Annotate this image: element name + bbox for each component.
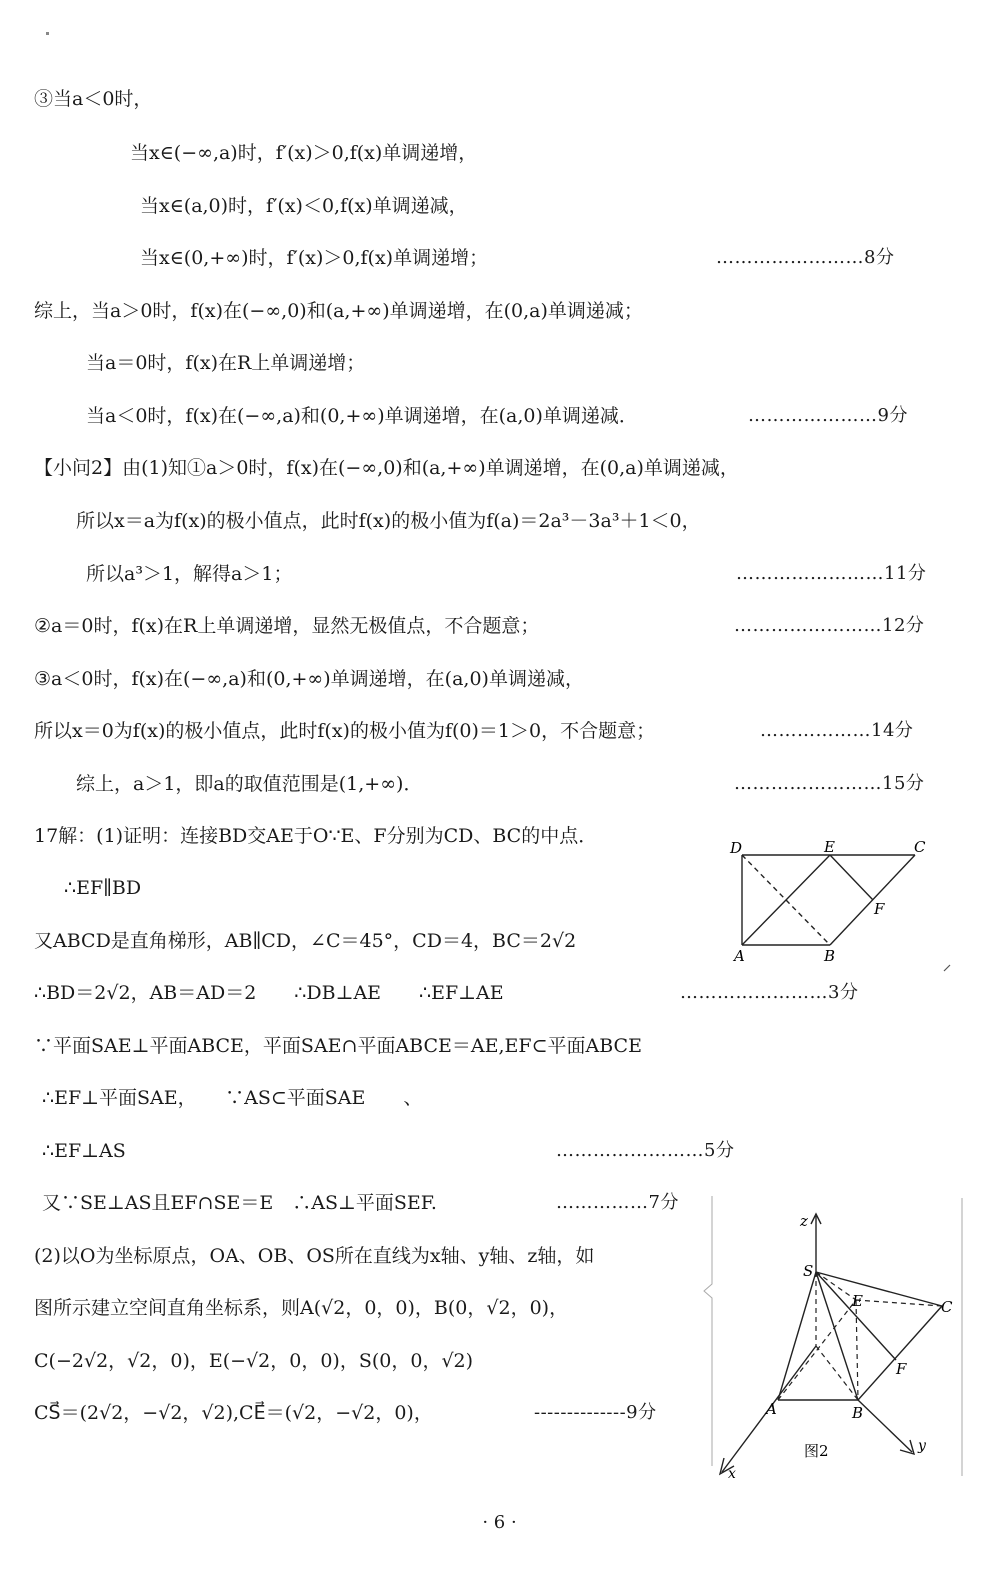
text-line: CS⃗＝(2√2，−√2，√2),CE⃗＝(√2，−√2，0)，	[34, 1402, 433, 1424]
text-line: 图所示建立空间直角坐标系，则A(√2，0，0)，B(0，√2，0)，	[34, 1297, 569, 1319]
point-label-a2: A	[766, 1400, 777, 1418]
text-line: ∴EF⊥平面SAE， ∵AS⊂平面SAE 、	[42, 1087, 423, 1109]
figure-caption: 图2	[804, 1442, 829, 1460]
text-line: 当x∈(−∞,a)时，f′(x)＞0,f(x)单调递增，	[130, 142, 478, 164]
text-line: ∴BD＝2√2，AB＝AD＝2 ∴DB⊥AE ∴EF⊥AE	[34, 982, 504, 1004]
text-line: ③a＜0时，f(x)在(−∞,a)和(0,+∞)单调递增，在(a,0)单调递减，	[34, 668, 584, 690]
trapezoid-figure	[720, 835, 960, 975]
axis-label-x: x	[728, 1466, 736, 1482]
scan-mark	[46, 32, 49, 35]
point-label-b: B	[824, 947, 836, 965]
point-label-a: A	[734, 947, 745, 965]
text-line: ∴EF∥BD	[64, 877, 142, 899]
text-line: ③当a＜0时，	[34, 88, 153, 110]
pyramid-figure	[700, 1196, 970, 1486]
text-line: 所以x＝a为f(x)的极小值点，此时f(x)的极小值为f(a)＝2a³－3a³＋1＜0，	[76, 510, 701, 532]
text-line: 当a＜0时，f(x)在(−∞,a)和(0,+∞)单调递增，在(a,0)单调递减．	[86, 405, 638, 427]
axis-label-y: y	[918, 1438, 926, 1454]
score-marker: ……………………11分	[736, 563, 927, 584]
score-marker: ……………………8分	[716, 247, 895, 268]
score-marker: ………………14分	[760, 720, 914, 741]
text-line: 【小问2】由(1)知①a＞0时，f(x)在(−∞,0)和(a,+∞)单调递增，在(0,a)单调递减，	[34, 457, 739, 479]
score-marker: ……………………12分	[734, 615, 925, 636]
point-label-f: F	[874, 900, 885, 918]
score-marker: --------------9分	[534, 1402, 657, 1423]
score-marker: ……………7分	[556, 1192, 679, 1213]
text-line: 又∵SE⊥AS且EF∩SE＝E ∴AS⊥平面SEF.	[42, 1192, 437, 1214]
page-number: · 6 ·	[482, 1512, 517, 1533]
score-marker: ……………………15分	[734, 773, 925, 794]
point-label-c2: C	[941, 1298, 953, 1316]
point-label-f2: F	[896, 1360, 907, 1378]
score-marker: ……………………3分	[680, 982, 859, 1003]
point-label-d: D	[730, 839, 743, 857]
score-marker: …………………9分	[748, 405, 908, 426]
text-line: 当x∈(0,+∞)时，f′(x)＞0,f(x)单调递增；	[140, 247, 489, 269]
point-label-b2: B	[852, 1404, 864, 1422]
text-line: 所以x＝0为f(x)的极小值点，此时f(x)的极小值为f(0)＝1＞0，不合题意；	[34, 720, 656, 742]
text-line: 综上，a＞1，即a的取值范围是(1,+∞)．	[76, 773, 423, 795]
point-label-e2: E	[852, 1292, 863, 1310]
text-line: 17解：(1)证明：连接BD交AE于O∵E、F分别为CD、BC的中点．	[34, 825, 598, 847]
axis-label-z: z	[800, 1212, 808, 1230]
point-label-s: S	[803, 1262, 814, 1280]
text-line: 所以a³＞1，解得a＞1；	[86, 563, 293, 585]
text-line: C(−2√2，√2，0)，E(−√2，0，0)，S(0，0，√2)	[34, 1350, 474, 1372]
text-line: 当a＝0时，f(x)在R上单调递增；	[86, 352, 366, 374]
point-label-e: E	[824, 838, 835, 856]
text-line: 综上，当a＞0时，f(x)在(−∞,0)和(a,+∞)单调递增，在(0,a)单调递减；	[34, 300, 643, 322]
text-line: ∴EF⊥AS	[42, 1140, 126, 1162]
text-line: 当x∈(a,0)时，f′(x)＜0,f(x)单调递减，	[140, 195, 468, 217]
point-label-c: C	[914, 838, 926, 856]
text-line: (2)以O为坐标原点，OA、OB、OS所在直线为x轴、y轴、z轴，如	[34, 1245, 595, 1267]
score-marker: ……………………5分	[556, 1140, 735, 1161]
text-line: ∵平面SAE⊥平面ABCE，平面SAE∩平面ABCE＝AE,EF⊂平面ABCE	[34, 1035, 642, 1057]
text-line: ②a＝0时，f(x)在R上单调递增，显然无极值点，不合题意；	[34, 615, 540, 637]
text-line: 又ABCD是直角梯形，AB∥CD，∠C＝45°，CD＝4，BC＝2√2	[34, 930, 577, 952]
